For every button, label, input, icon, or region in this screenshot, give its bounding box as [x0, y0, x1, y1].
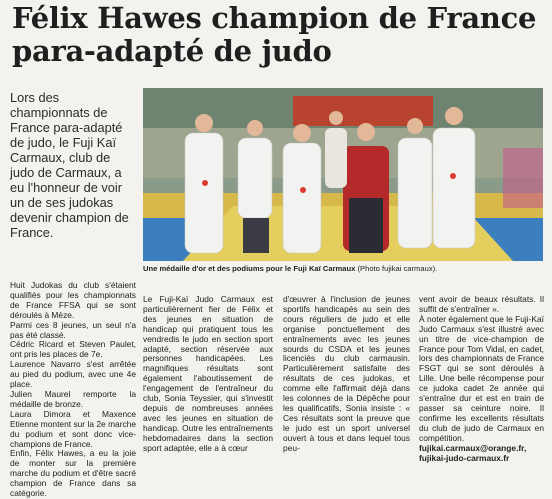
caption-title: Une médaille d'or et des podiums pour le Fuji Kaï Carmaux [143, 264, 356, 273]
col1-paragraph: Enfin, Félix Hawes, a eu la joie de monter sur la première marche du podium et d'être sacré champion de France dans sa catégorie. [10, 448, 136, 499]
col1-paragraph: Cédric Ricard et Steven Paulet, ont pris les places de 7e. [10, 339, 136, 360]
contact-info: fujikai.carmaux@orange.fr, fujikai-judo-carmaux.fr [419, 442, 527, 463]
photo-caption [143, 264, 543, 273]
lead-paragraph: Lors des championnats de France para-adapté de judo, le Fuji Kaï Carmaux, club de judo de Carmaux, a eu l'honneur de voir un de ses judokas devenir champion de France. [10, 90, 129, 240]
column-3 [283, 295, 410, 454]
headline: Félix Hawes champion de France para-adapté de judo [12, 1, 537, 68]
team-photo [143, 88, 543, 261]
col4-paragraph: À noter également que le Fuji-Kaï Judo Carmaux s'est illustré avec un titre de vice-champion de France pour Tom Vidal, en cadet, lors des championnats de France FSGT qui se sont déroulés à Lille. Une belle récompense pour ce judoka cadet 2e année qui s'entraîne dur et est en train de passer sa ceinture noire. Il confirme les excellents résultats du club de judo de Carmaux en compétition. [419, 313, 544, 443]
col3-text: d'œuvrer à l'inclusion de jeunes sportifs handicapés au sein des cours réguliers de judo et elle organise ponctuellement des entraînements avec les jeunes sourds du CSDA et les jeunes licenciés du club carmausin. Particulièrement satisfaite des résultats de ces judokas, et comme elle l'affirmait déjà dans les colonnes de la Dépêche pour les qualificatifs, Sonia insiste : « Ces résultats sont la preuve que le judo est un sport universel ouvert à tous et dans lequel tous peu- [283, 294, 410, 453]
team-photo-illustration [143, 88, 543, 261]
column-1 [10, 281, 136, 499]
column-4 [419, 295, 544, 463]
column-2 [143, 295, 273, 454]
col1-paragraph: Laurence Navarro s'est arrêtée au pied du podium, avec une 4e place. [10, 359, 136, 390]
col1-paragraph: Huit Judokas du club s'étaient qualifiés pour les championnats de France FFSA qui se sont déroulés à Mèze. [10, 280, 136, 320]
col1-paragraph: Julien Maurel remporte la médaille de bronze. [10, 388, 136, 409]
col2-text: Le Fuji-Kaï Judo Carmaux est particulièrement fier de Félix et des jeunes en situation de handicap qui pratiquent tous les vendredis le judo en section sport adapté, section réservée aux personnes handicapées. Les magnifiques résultats sont également l'aboutissement de l'engagement de l'entraîneur du club, Sonia Teyssier, qui s'investit depuis de nombreuses années avec les jeunes en situation de handicap. Outre les entraînements hebdomadaires dans la section sport adaptée, elle a à cœur [143, 294, 273, 453]
col1-paragraph: Parmi ces 8 jeunes, un seul n'a pas été classé. [10, 319, 136, 340]
caption-credit: (Photo fujikai carmaux). [357, 264, 438, 273]
col4-quote-end: vent avoir de beaux résultats. Il suffit de s'entraîner ». [419, 294, 544, 314]
col1-paragraph: Laura Dimora et Maxence Etienne montent sur la 2e marche du podium et sont donc vice-champions de France. [10, 408, 136, 449]
